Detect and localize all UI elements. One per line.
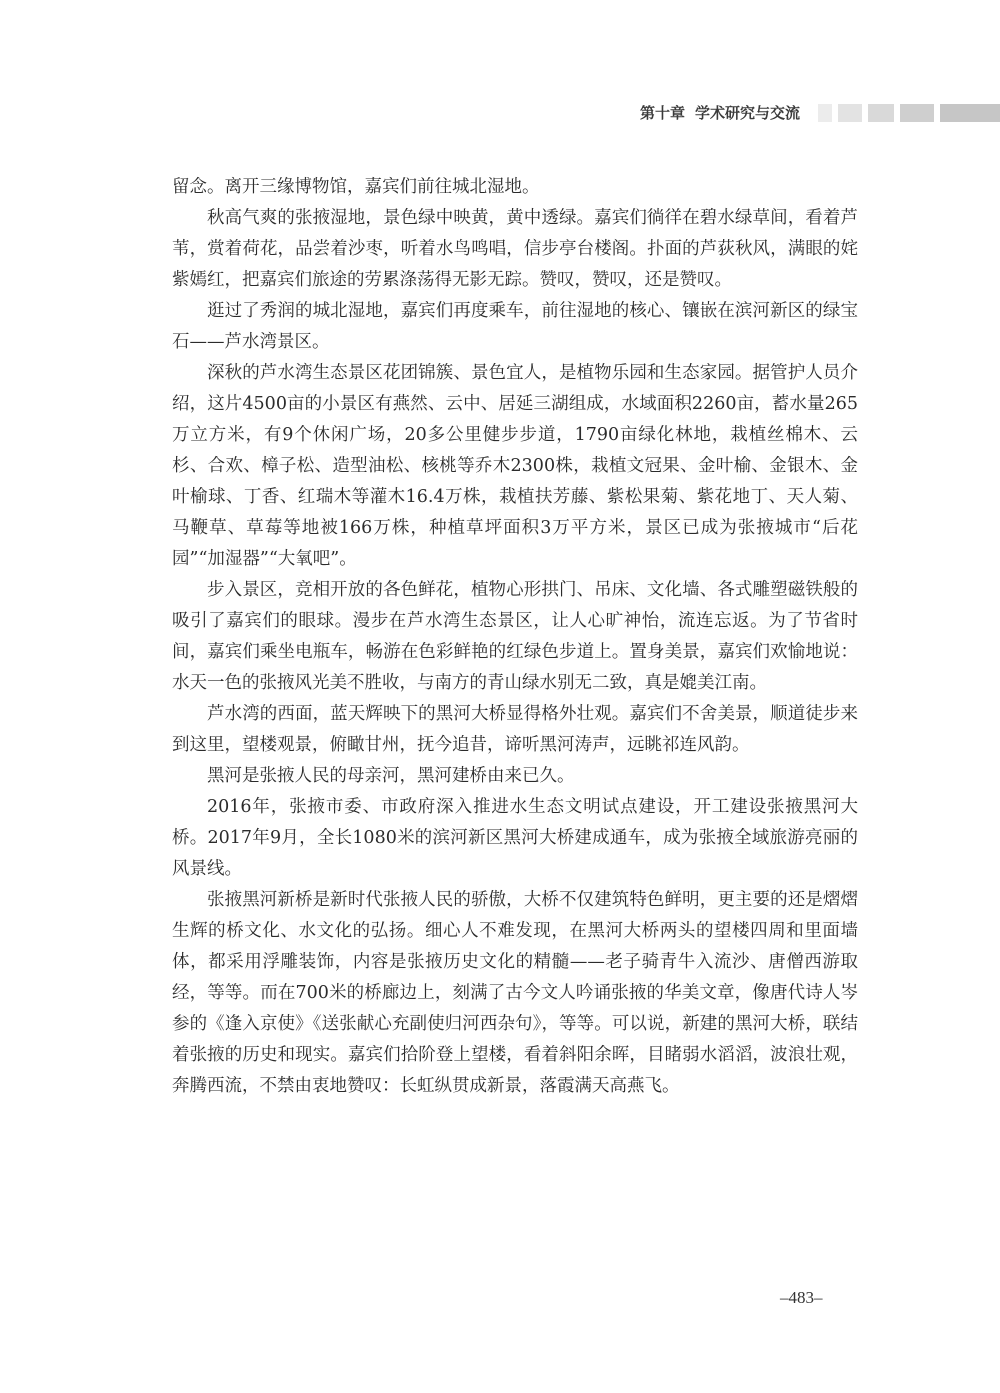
header-bar	[838, 104, 862, 122]
header-bar	[868, 104, 894, 122]
paragraph: 秋高气爽的张掖湿地，景色绿中映黄，黄中透绿。嘉宾们徜徉在碧水绿草间，看着芦苇，赏着荷花，品尝着沙枣，听着水鸟鸣唱，信步亭台楼阁。扑面的芦荻秋风，满眼的姹紫嫣红，把嘉宾们旅途的劳累涤荡得无影无踪。赞叹，赞叹，还是赞叹。	[172, 208, 858, 290]
chapter-heading	[640, 102, 810, 123]
paragraph: 2016年，张掖市委、市政府深入推进水生态文明试点建设，开工建设张掖黑河大桥。2017年9月，全长1080米的滨河新区黑河大桥建成通车，成为张掖全域旅游亮丽的风景线。	[172, 797, 858, 879]
header-bar	[900, 104, 934, 122]
paragraph: 黑河是张掖人民的母亲河，黑河建桥由来已久。	[207, 766, 575, 786]
chapter-title: 学术研究与交流	[695, 104, 801, 122]
running-header	[0, 100, 1000, 128]
chapter-label: 第十章	[640, 104, 686, 122]
body-text	[172, 172, 858, 1102]
paragraph: 逛过了秀润的城北湿地，嘉宾们再度乘车，前往湿地的核心、镶嵌在滨河新区的绿宝石——芦水湾景区。	[172, 301, 858, 352]
paragraph: 深秋的芦水湾生态景区花团锦簇、景色宜人，是植物乐园和生态家园。据管护人员介绍，这片4500亩的小景区有燕然、云中、居延三湖组成，水域面积2260亩，蓄水量265万立方米，有9个休闲广场，20多公里健步步道，1790亩绿化林地，栽植丝棉木、云杉、合欢、樟子松、造型油松、核桃等乔木2300株，栽植文冠果、金叶榆、金银木、金叶榆球、丁香、红瑞木等灌木16.4万株，栽植扶芳藤、紫松果菊、紫花地丁、天人菊、马鞭草、草莓等地被166万株，种植草坪面积3万平方米，景区已成为张掖城市“后花园”“加湿器”“大氧吧”。	[172, 363, 858, 569]
paragraph: 芦水湾的西面，蓝天辉映下的黑河大桥显得格外壮观。嘉宾们不舍美景，顺道徒步来到这里，望楼观景，俯瞰甘州，抚今追昔，谛听黑河涛声，远眺祁连风韵。	[172, 704, 858, 755]
page-number: –483–	[780, 1288, 823, 1307]
paragraph: 步入景区，竞相开放的各色鲜花，植物心形拱门、吊床、文化墙、各式雕塑磁铁般的吸引了嘉宾们的眼球。漫步在芦水湾生态景区，让人心旷神怡，流连忘返。为了节省时间，嘉宾们乘坐电瓶车，畅游在色彩鲜艳的红绿色步道上。置身美景，嘉宾们欢愉地说：水天一色的张掖风光美不胜收，与南方的青山绿水别无二致，真是媲美江南。	[172, 580, 858, 693]
paragraph: 张掖黑河新桥是新时代张掖人民的骄傲，大桥不仅建筑特色鲜明，更主要的还是熠熠生辉的桥文化、水文化的弘扬。细心人不难发现，在黑河大桥两头的望楼四周和里面墙体，都采用浮雕装饰，内容是张掖历史文化的精髓——老子骑青牛入流沙、唐僧西游取经，等等。而在700米的桥廊边上，刻满了古今文人吟诵张掖的华美文章，像唐代诗人岑参的《逢入京使》《送张献心充副使归河西杂句》，等等。可以说，新建的黑河大桥，联结着张掖的历史和现实。嘉宾们拾阶登上望楼，看着斜阳余晖，目睹弱水滔滔，波浪壮观，奔腾西流，不禁由衷地赞叹：长虹纵贯成新景，落霞满天高燕飞。	[172, 890, 858, 1096]
header-bar	[818, 104, 832, 122]
paragraph: 留念。离开三缘博物馆，嘉宾们前往城北湿地。	[172, 177, 540, 197]
header-bar	[940, 104, 1000, 122]
